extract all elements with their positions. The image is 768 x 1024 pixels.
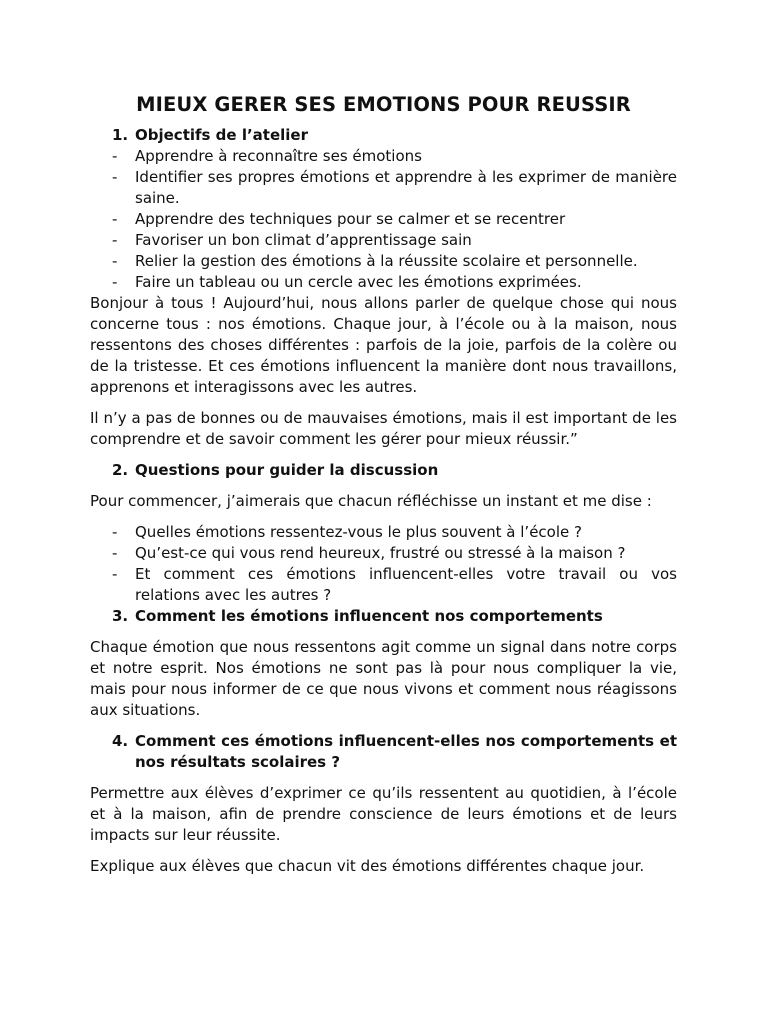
questions-list (90, 522, 677, 606)
list-item: - Qu’est-ce qui vous rend heureux, frustré ou stressé à la maison ? (112, 544, 626, 562)
section-number: 3. (112, 607, 129, 625)
section3-paragraph: Chaque émotion que nous ressentons agit comme un signal dans notre corps et notre esprit. Nos émotions ne sont pas là pour nous compliquer la vie, mais pour nous informer de ce que nous vivons et comment nous réagissons aux situations. (90, 638, 677, 719)
list-item: - Apprendre des techniques pour se calmer et se recentrer (112, 210, 566, 228)
section-heading-text: Comment les émotions influencent nos comportements (135, 607, 603, 625)
section-heading-resultats (90, 731, 677, 773)
section-heading-text: Questions pour guider la discussion (135, 461, 439, 479)
section-number: 2. (112, 461, 129, 479)
list-item: - Quelles émotions ressentez-vous le plus souvent à l’école ? (112, 523, 582, 541)
intro-paragraph-2: Il n’y a pas de bonnes ou de mauvaises émotions, mais il est important de les comprendre et de savoir comment les gérer pour mieux réussir.” (90, 409, 677, 448)
section-number: 4. (112, 732, 129, 750)
section-heading-questions (90, 460, 677, 481)
section4-paragraph-2: Explique aux élèves que chacun vit des émotions différentes chaque jour. (90, 857, 645, 875)
section-number: 1. (112, 126, 129, 144)
document-title: MIEUX GERER SES EMOTIONS POUR REUSSIR (136, 93, 631, 116)
list-item: - Apprendre à reconnaître ses émotions (112, 147, 422, 165)
section-heading-text: Comment ces émotions influencent-elles nos comportements et nos résultats scolaires ? (135, 732, 677, 771)
list-item: - Identifier ses propres émotions et apprendre à les exprimer de manière saine. (112, 168, 677, 207)
intro-paragraph-1: Bonjour à tous ! Aujourd’hui, nous allons parler de quelque chose qui nous concerne tous : nos émotions. Chaque jour, à l’école ou à la maison, nous ressentons des choses différentes : parfois de la joie, parfois de la colère ou de la tristesse. Et ces émotions influencent la manière dont nous travaillons, apprenons et interagissons avec les autres. (90, 294, 677, 396)
questions-intro-paragraph: Pour commencer, j’aimerais que chacun réfléchisse un instant et me dise : (90, 492, 652, 510)
list-item: - Favoriser un bon climat d’apprentissage sain (112, 231, 472, 249)
section-heading-text: Objectifs de l’atelier (135, 126, 308, 144)
list-item: - Relier la gestion des émotions à la réussite scolaire et personnelle. (112, 252, 638, 270)
list-item: - Faire un tableau ou un cercle avec les émotions exprimées. (112, 273, 582, 291)
section-heading-comportements (90, 606, 677, 627)
objectives-list (90, 146, 677, 293)
section4-paragraph-1: Permettre aux élèves d’exprimer ce qu’ils ressentent au quotidien, à l’école et à la maison, afin de prendre conscience de leurs émotions et de leurs impacts sur leur réussite. (90, 784, 677, 844)
section-heading-objectifs (90, 125, 677, 146)
list-item: - Et comment ces émotions influencent-elles votre travail ou vos relations avec les autres ? (112, 565, 677, 604)
